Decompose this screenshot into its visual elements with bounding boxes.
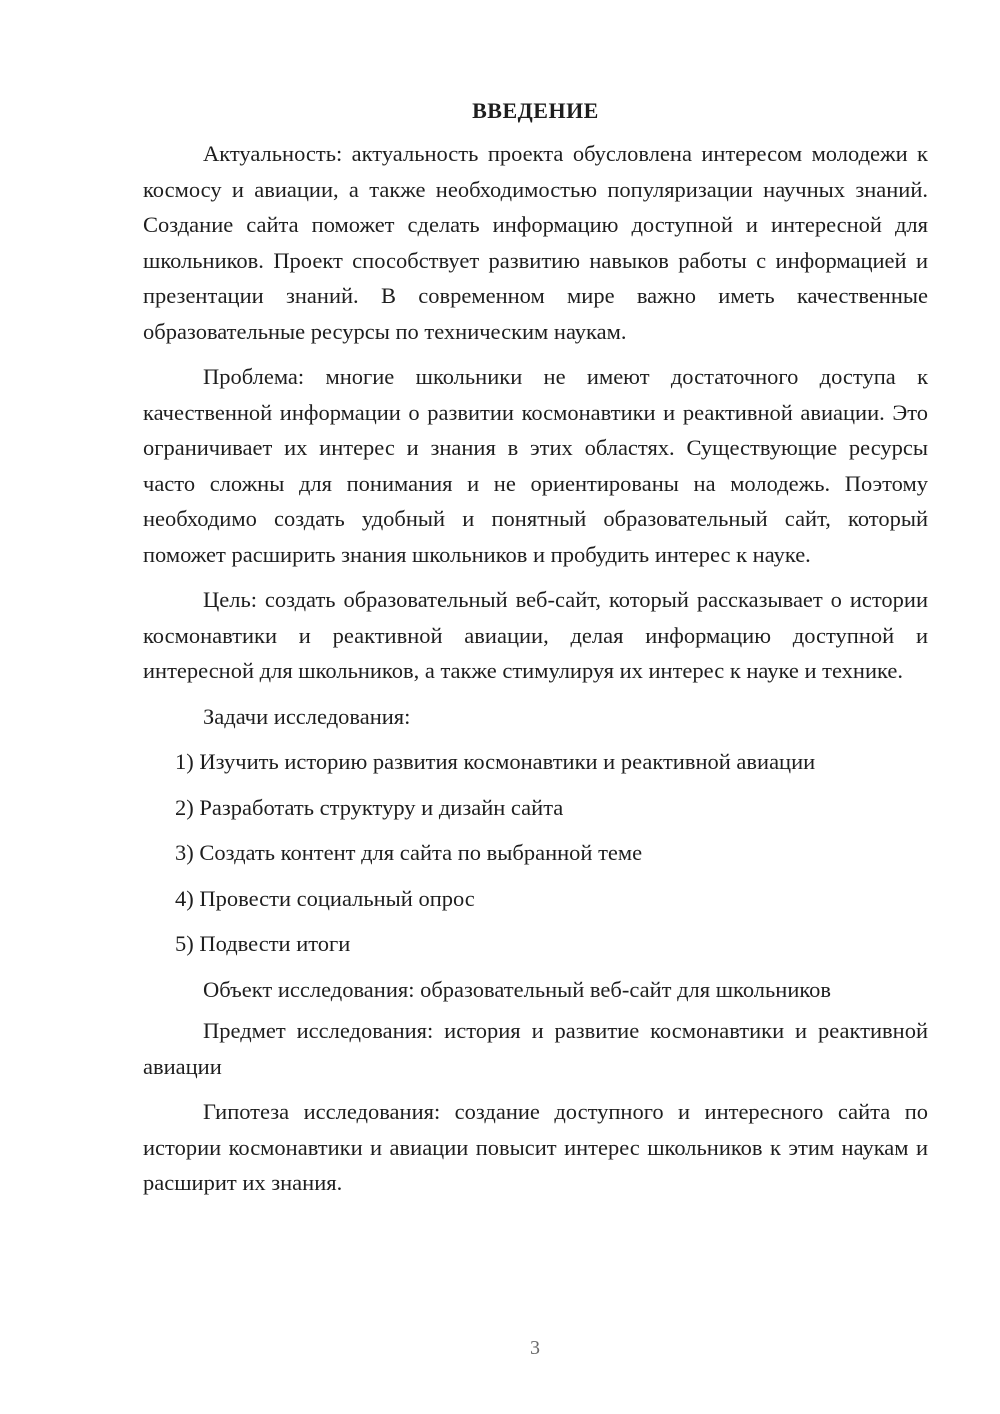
page-content	[143, 96, 928, 1211]
list-item: 1) Изучить историю развития космонавтики и реактивной авиации	[175, 749, 816, 774]
list-item: 5) Подвести итоги	[175, 931, 351, 956]
list-item: 2) Разработать структуру и дизайн сайта	[175, 794, 564, 820]
object-paragraph: Объект исследования: образовательный веб-сайт для школьников	[203, 976, 832, 1002]
tasks-heading: Задачи исследования:	[203, 703, 411, 729]
tasks-list	[143, 744, 928, 962]
list-item: 4) Провести социальный опрос	[175, 885, 475, 911]
relevance-paragraph: Актуальность: актуальность проекта обусловлена интересом молодежи к космосу и авиации, а также необходимостью популяризации научных знаний. Создание сайта поможет сделать информацию доступной и интересной для школьников. Проект способствует развитию навыков работы с информацией и презентации знаний. В современном мире важно иметь качественные образовательные ресурсы по техническим наукам.	[143, 141, 928, 344]
subject-paragraph: Предмет исследования: история и развитие космонавтики и реактивной авиации	[143, 1018, 928, 1079]
list-item: 3) Создать контент для сайта по выбранной теме	[175, 840, 643, 865]
hypothesis-paragraph: Гипотеза исследования: создание доступного и интересного сайта по истории космонавтики и авиации повысит интерес школьников к этим наукам и расширит их знания.	[143, 1099, 928, 1195]
goal-paragraph: Цель: создать образовательный веб-сайт, который рассказывает о истории космонавтики и реактивной авиации, делая информацию доступной и интересной для школьников, а также стимулируя их интерес к науке и технике.	[143, 587, 928, 683]
page-number: 3	[530, 1337, 540, 1359]
section-title: ВВЕДЕНИЕ	[472, 98, 599, 123]
problem-paragraph: Проблема: многие школьники не имеют достаточного доступа к качественной информации о развитии космонавтики и реактивной авиации. Это ограничивает их интерес и знания в этих областях. Существующие ресурсы часто сложны для понимания и не ориентированы на молодежь. Поэтому необходимо создать удобный и понятный образовательный сайт, который поможет расширить знания школьников и пробудить интерес к науке.	[143, 364, 928, 567]
